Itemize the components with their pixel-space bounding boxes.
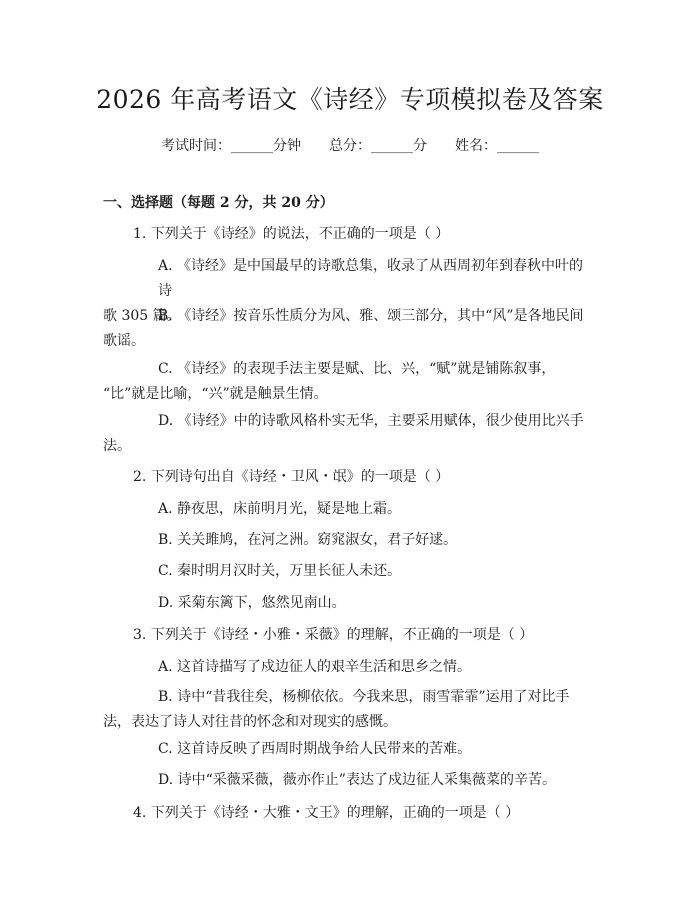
- question-option: A. 这首诗描写了戍边征人的艰辛生活和思乡之情。: [158, 659, 472, 675]
- student-name: 姓名：______: [455, 138, 539, 154]
- question-option: A. 静夜思，床前明月光，疑是地上霜。: [158, 501, 402, 517]
- page-title: 2026 年高考语文《诗经》专项模拟卷及答案: [96, 85, 604, 114]
- question-stem: 2. 下列诗句出自《诗经・卫风・氓》的一项是（ ）: [133, 469, 450, 485]
- question-option: B. 关关雎鸠，在河之洲。窈窕淑女，君子好逑。: [158, 532, 458, 548]
- question-option: D. 《诗经》中的诗歌风格朴实无华，主要采用赋体，很少使用比兴手 法。: [103, 413, 584, 454]
- section-heading: 一、选择题（每题 2 分，共 20 分）: [103, 195, 334, 211]
- total-score: 总分：______分: [329, 138, 427, 154]
- exam-time: 考试时间：______分钟: [161, 138, 301, 154]
- question-option: C. 《诗经》的表现手法主要是赋、比、兴，“赋”就是铺陈叙事， “比”就是比喻，“兴”就是触景生情。: [103, 361, 556, 402]
- question-option: D. 诗中“采薇采薇，薇亦作止”表达了戍边征人采集薇菜的辛苦。: [158, 772, 556, 788]
- question-option: B. 《诗经》按音乐性质分为风、雅、颂三部分，其中“风”是各地民间 歌谣。: [103, 308, 584, 349]
- question-option: B. 诗中“昔我往矣，杨柳依依。今我来思，雨雪霏霏”运用了对比手 法，表达了诗人对往昔的怀念和对现实的感慨。: [103, 689, 570, 730]
- question-option: A. 《诗经》是中国最早的诗歌总集，收录了从西周初年到春秋中叶的诗 歌 305 篇。: [103, 258, 584, 324]
- question-stem: 4. 下列关于《诗经・大雅・文王》的理解，正确的一项是（ ）: [133, 805, 520, 821]
- question-option: C. 秦时明月汉时关，万里长征人未还。: [158, 563, 402, 579]
- question-option: D. 采菊东篱下，悠然见南山。: [158, 595, 346, 611]
- question-stem: 3. 下列关于《诗经・小雅・采薇》的理解，不正确的一项是（ ）: [133, 627, 534, 643]
- question-stem: 1. 下列关于《诗经》的说法，不正确的一项是（ ）: [133, 226, 450, 242]
- question-option: C. 这首诗反映了西周时期战争给人民带来的苦难。: [158, 741, 472, 757]
- exam-meta: [0, 135, 700, 155]
